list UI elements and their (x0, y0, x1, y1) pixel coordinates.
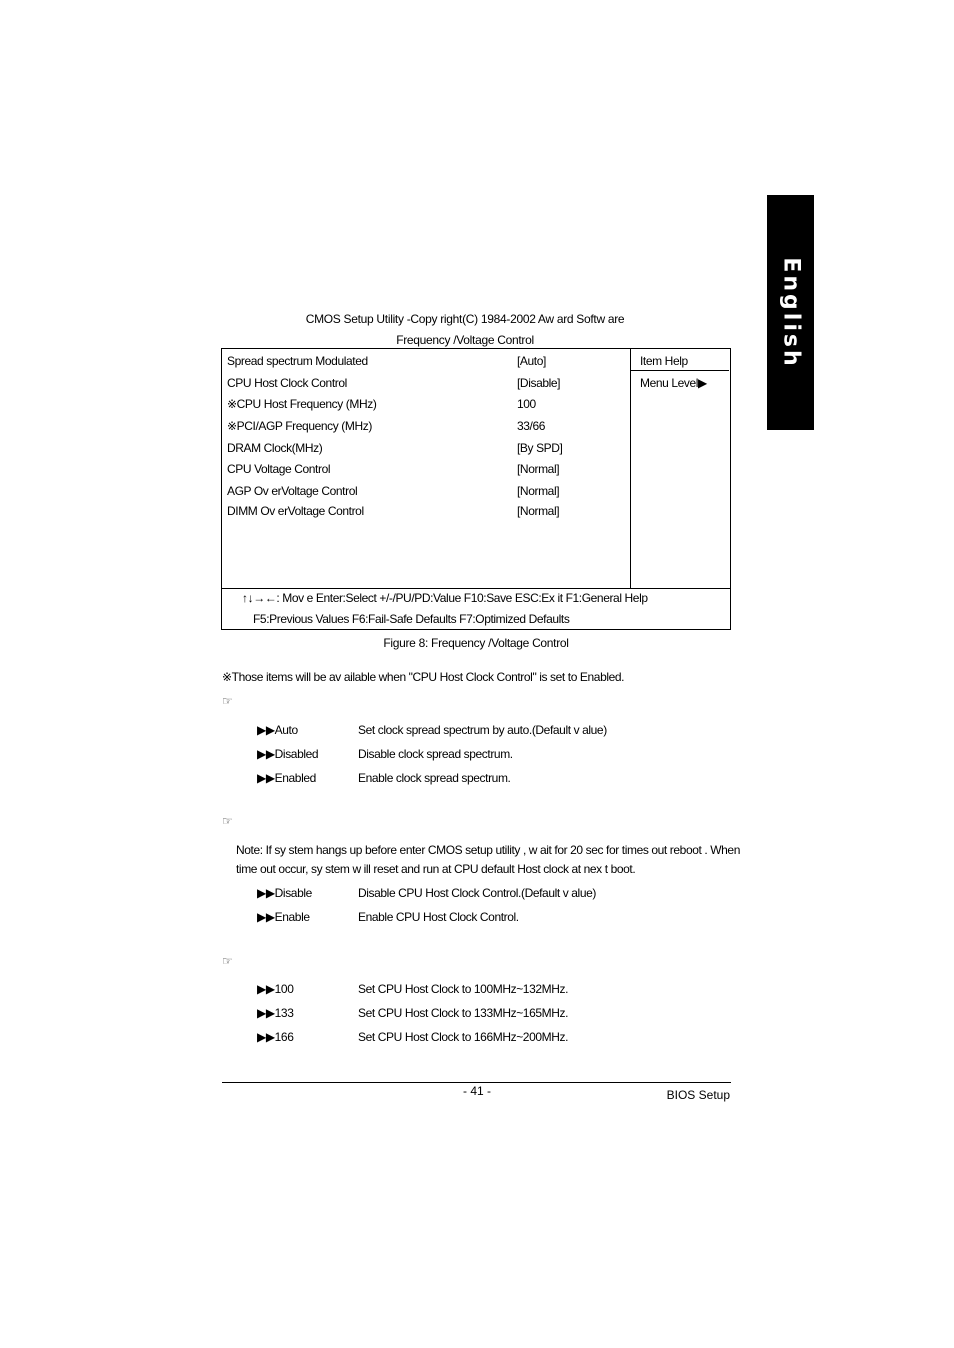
bios-item-value[interactable]: [Normal] (517, 504, 560, 518)
key-help-line-2: F5:Previous Values F6:Fail-Safe Defaults F7:Optimized Defaults (253, 612, 570, 626)
option-description: Enable clock spread spectrum. (358, 771, 511, 785)
option-name: ▶▶100 (257, 982, 294, 996)
option-name: ▶▶Enable (257, 910, 310, 924)
option-name: ▶▶Enabled (257, 771, 316, 785)
option-name: ▶▶133 (257, 1006, 294, 1020)
bios-item-label[interactable]: ※PCI/AGP Frequency (MHz) (227, 419, 372, 433)
hand-pointer-icon: ☞ (222, 954, 233, 968)
note-line-2: time out occur, sy stem w ill reset and run at CPU default Host clock at nex t boot. (236, 862, 636, 876)
option-description: Set CPU Host Clock to 166MHz~200MHz. (358, 1030, 569, 1044)
option-name: ▶▶Auto (257, 723, 298, 737)
help-title-divider (631, 370, 729, 371)
bios-item-label[interactable]: DRAM Clock(MHz) (227, 441, 323, 455)
bios-item-value[interactable]: 33/66 (517, 419, 546, 433)
bios-item-value[interactable]: [Normal] (517, 462, 560, 476)
bios-item-value[interactable]: [Auto] (517, 354, 546, 368)
page-number: - 41 - (462, 1084, 491, 1098)
bios-item-value[interactable]: 100 (517, 397, 536, 411)
bios-item-label[interactable]: CPU Voltage Control (227, 462, 331, 476)
language-tab-label: English (778, 256, 803, 369)
help-divider (630, 349, 631, 588)
utility-title: CMOS Setup Utility -Copy right(C) 1984-2002 Aw ard Softw are (305, 312, 625, 326)
section-name: BIOS Setup (666, 1088, 730, 1102)
option-description: Set CPU Host Clock to 133MHz~165MHz. (358, 1006, 569, 1020)
option-description: Disable CPU Host Clock Control.(Default v alue) (358, 886, 596, 900)
bios-item-label[interactable]: CPU Host Clock Control (227, 376, 347, 390)
option-name: ▶▶Disabled (257, 747, 319, 761)
bios-item-value[interactable]: [Disable] (517, 376, 561, 390)
menu-level: Menu Level▶ (640, 376, 707, 390)
availability-note: ※Those items will be av ailable when "CPU Host Clock Control" is set to Enabled. (222, 670, 625, 684)
key-help-line-1: ↑↓→←: Mov e Enter:Select +/-/PU/PD:Value F10:Save ESC:Ex it F1:General Help (242, 591, 648, 605)
option-description: Enable CPU Host Clock Control. (358, 910, 519, 924)
bios-item-value[interactable]: [Normal] (517, 484, 560, 498)
menu-title: Frequency /Voltage Control (396, 333, 534, 347)
hand-pointer-icon: ☞ (222, 694, 233, 708)
bios-item-label[interactable]: ※CPU Host Frequency (MHz) (227, 397, 377, 411)
figure-caption: Figure 8: Frequency /Voltage Control (383, 636, 569, 650)
note-line-1: Note: If sy stem hangs up before enter CMOS setup utility , w ait for 20 sec for times out reboot . When (236, 843, 740, 857)
footer-divider (222, 588, 730, 589)
bios-item-label[interactable]: Spread spectrum Modulated (227, 354, 368, 368)
bios-item-label[interactable]: AGP Ov erVoltage Control (227, 484, 358, 498)
item-help-title: Item Help (640, 354, 688, 368)
option-description: Disable clock spread spectrum. (358, 747, 513, 761)
footer-rule (222, 1082, 731, 1083)
bios-item-label[interactable]: DIMM Ov erVoltage Control (227, 504, 364, 518)
option-name: ▶▶166 (257, 1030, 294, 1044)
option-description: Set clock spread spectrum by auto.(Default v alue) (358, 723, 607, 737)
option-name: ▶▶Disable (257, 886, 312, 900)
option-description: Set CPU Host Clock to 100MHz~132MHz. (358, 982, 569, 996)
language-tab (767, 195, 814, 430)
hand-pointer-icon: ☞ (222, 814, 233, 828)
bios-item-value[interactable]: [By SPD] (517, 441, 563, 455)
